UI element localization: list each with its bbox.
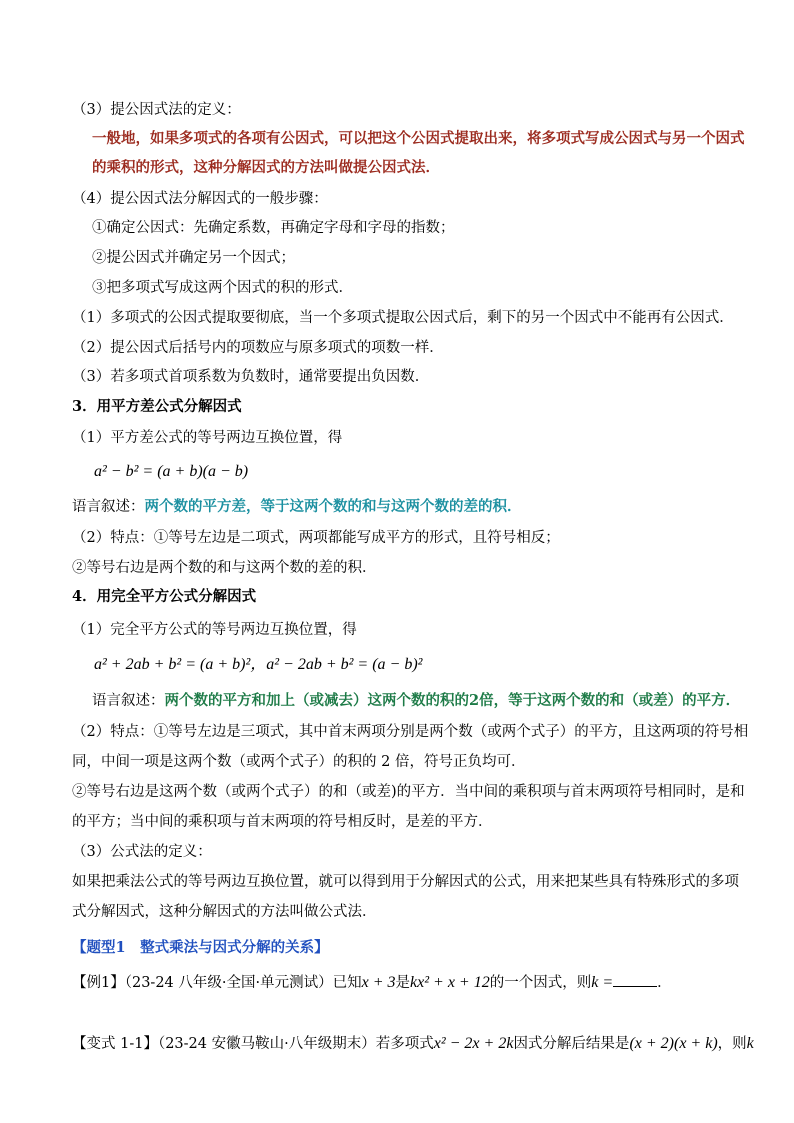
step-2: ②提公因式并确定另一个因式； (92, 250, 295, 266)
verbal-text: 两个数的平方差，等于这两个数的和与这两个数的差的积． (144, 498, 522, 515)
polynomial-expression: x² − 2x + 2k (433, 1035, 514, 1052)
step-3: ③把多项式写成这两个因式的积的形式． (92, 280, 353, 296)
perfect-square-intro: （1）完全平方公式的等号两边互换位置，得 (72, 622, 357, 638)
verbal-statement-1 (72, 497, 522, 517)
note-1: （1）多项式的公因式提取要彻底，当一个多项式提取公因式后，剩下的另一个因式中不能再有公因式． (72, 310, 734, 326)
factored-expression: (x + 2)(x + k) (629, 1035, 718, 1052)
example-prefix: 【例1】（23-24 八年级·全国·单元测试）已知 (72, 975, 362, 991)
polynomial-expression: kx² + x + 12 (410, 974, 490, 991)
definition-text-line-1: 一般地，如果多项式的各项有公因式，可以把这个公因式提取出来，将多项式写成公因式与另一个因式 (92, 130, 745, 147)
feature-1: （2）特点：①等号左边是二项式，两项都能写成平方的形式，且符号相反； (72, 530, 560, 546)
text: ． (657, 975, 672, 991)
feature-3-line-2: 同，中间一项是这两个数（或两个式子）的积的 2 倍，符号正负均可． (72, 754, 526, 770)
difference-of-squares-formula: a² − b² = (a + b)(a − b) (94, 463, 249, 480)
verbal-text: 两个数的平方和加上（或减去）这两个数的积的2倍，等于这两个数的和（或差）的平方． (164, 692, 741, 709)
text: 是 (395, 975, 411, 991)
feature-4-line-1: ②等号右边是这两个数（或两个式子）的和（或差)的平方．当中间的乘积项与首末两项符号相同时，是和 (72, 784, 745, 800)
definition-text-line-2: 的乘积的形式，这种分解因式的方法叫做提公因式法． (92, 159, 440, 176)
verbal-statement-2 (92, 691, 740, 711)
formula-method-def-line-2: 式分解因式，这种分解因式的方法叫做公式法． (72, 904, 377, 920)
verbal-label: 语言叙述： (92, 693, 165, 709)
heading-definition-3: （3）提公因式法的定义： (72, 102, 241, 118)
feature-4-line-2: 的平方；当中间的乘积项与首末两项的符号相反时，是差的平方． (72, 814, 493, 830)
text: 因式分解后结果是 (513, 1036, 630, 1052)
perfect-square-formula: a² + 2ab + b² = (a + b)²，a² − 2ab + b² = (a − b)² (94, 656, 423, 673)
k-variable: k (746, 1035, 754, 1052)
example-1 (72, 972, 672, 993)
feature-3-line-1: （2）特点：①等号左边是三项式，其中首末两项分别是两个数（或两个式子）的平方，且这两项的符号相 (72, 724, 749, 740)
text: 的一个因式，则 (489, 975, 592, 991)
formula-method-heading: （3）公式法的定义： (72, 844, 212, 860)
section-4-heading: 4．用完全平方公式分解因式 (72, 588, 257, 605)
formula-method-def-line-1: 如果把乘法公式的等号两边互换位置，就可以得到用于分解因式的公式，用来把某些具有特殊形式的多项 (72, 874, 739, 890)
feature-2: ②等号右边是两个数的和与这两个数的差的积． (72, 560, 377, 576)
text: ，则 (717, 1036, 747, 1052)
question-type-1-heading: 【题型1 整式乘法与因式分解的关系】 (72, 939, 329, 956)
k-variable: k = (591, 974, 614, 991)
section-3-heading: 3．用平方差公式分解因式 (72, 398, 242, 415)
note-3: （3）若多项式首项系数为负数时，通常要提出负因数． (72, 369, 430, 385)
step-1: ①确定公因式：先确定系数，再确定字母和字母的指数； (92, 220, 455, 236)
verbal-label: 语言叙述： (72, 499, 145, 515)
difference-of-squares-intro: （1）平方差公式的等号两边互换位置，得 (72, 430, 343, 446)
note-2: （2）提公因式后括号内的项数应与原多项式的项数一样． (72, 340, 444, 356)
heading-steps-4: （4）提公因式法分解因式的一般步骤： (72, 191, 328, 207)
variant-prefix: 【变式 1-1】（23-24 安徽马鞍山·八年级期末）若多项式 (72, 1036, 434, 1052)
factor-expression: x + 3 (361, 974, 396, 991)
variant-1-1 (72, 1034, 754, 1054)
answer-blank[interactable] (613, 972, 657, 987)
